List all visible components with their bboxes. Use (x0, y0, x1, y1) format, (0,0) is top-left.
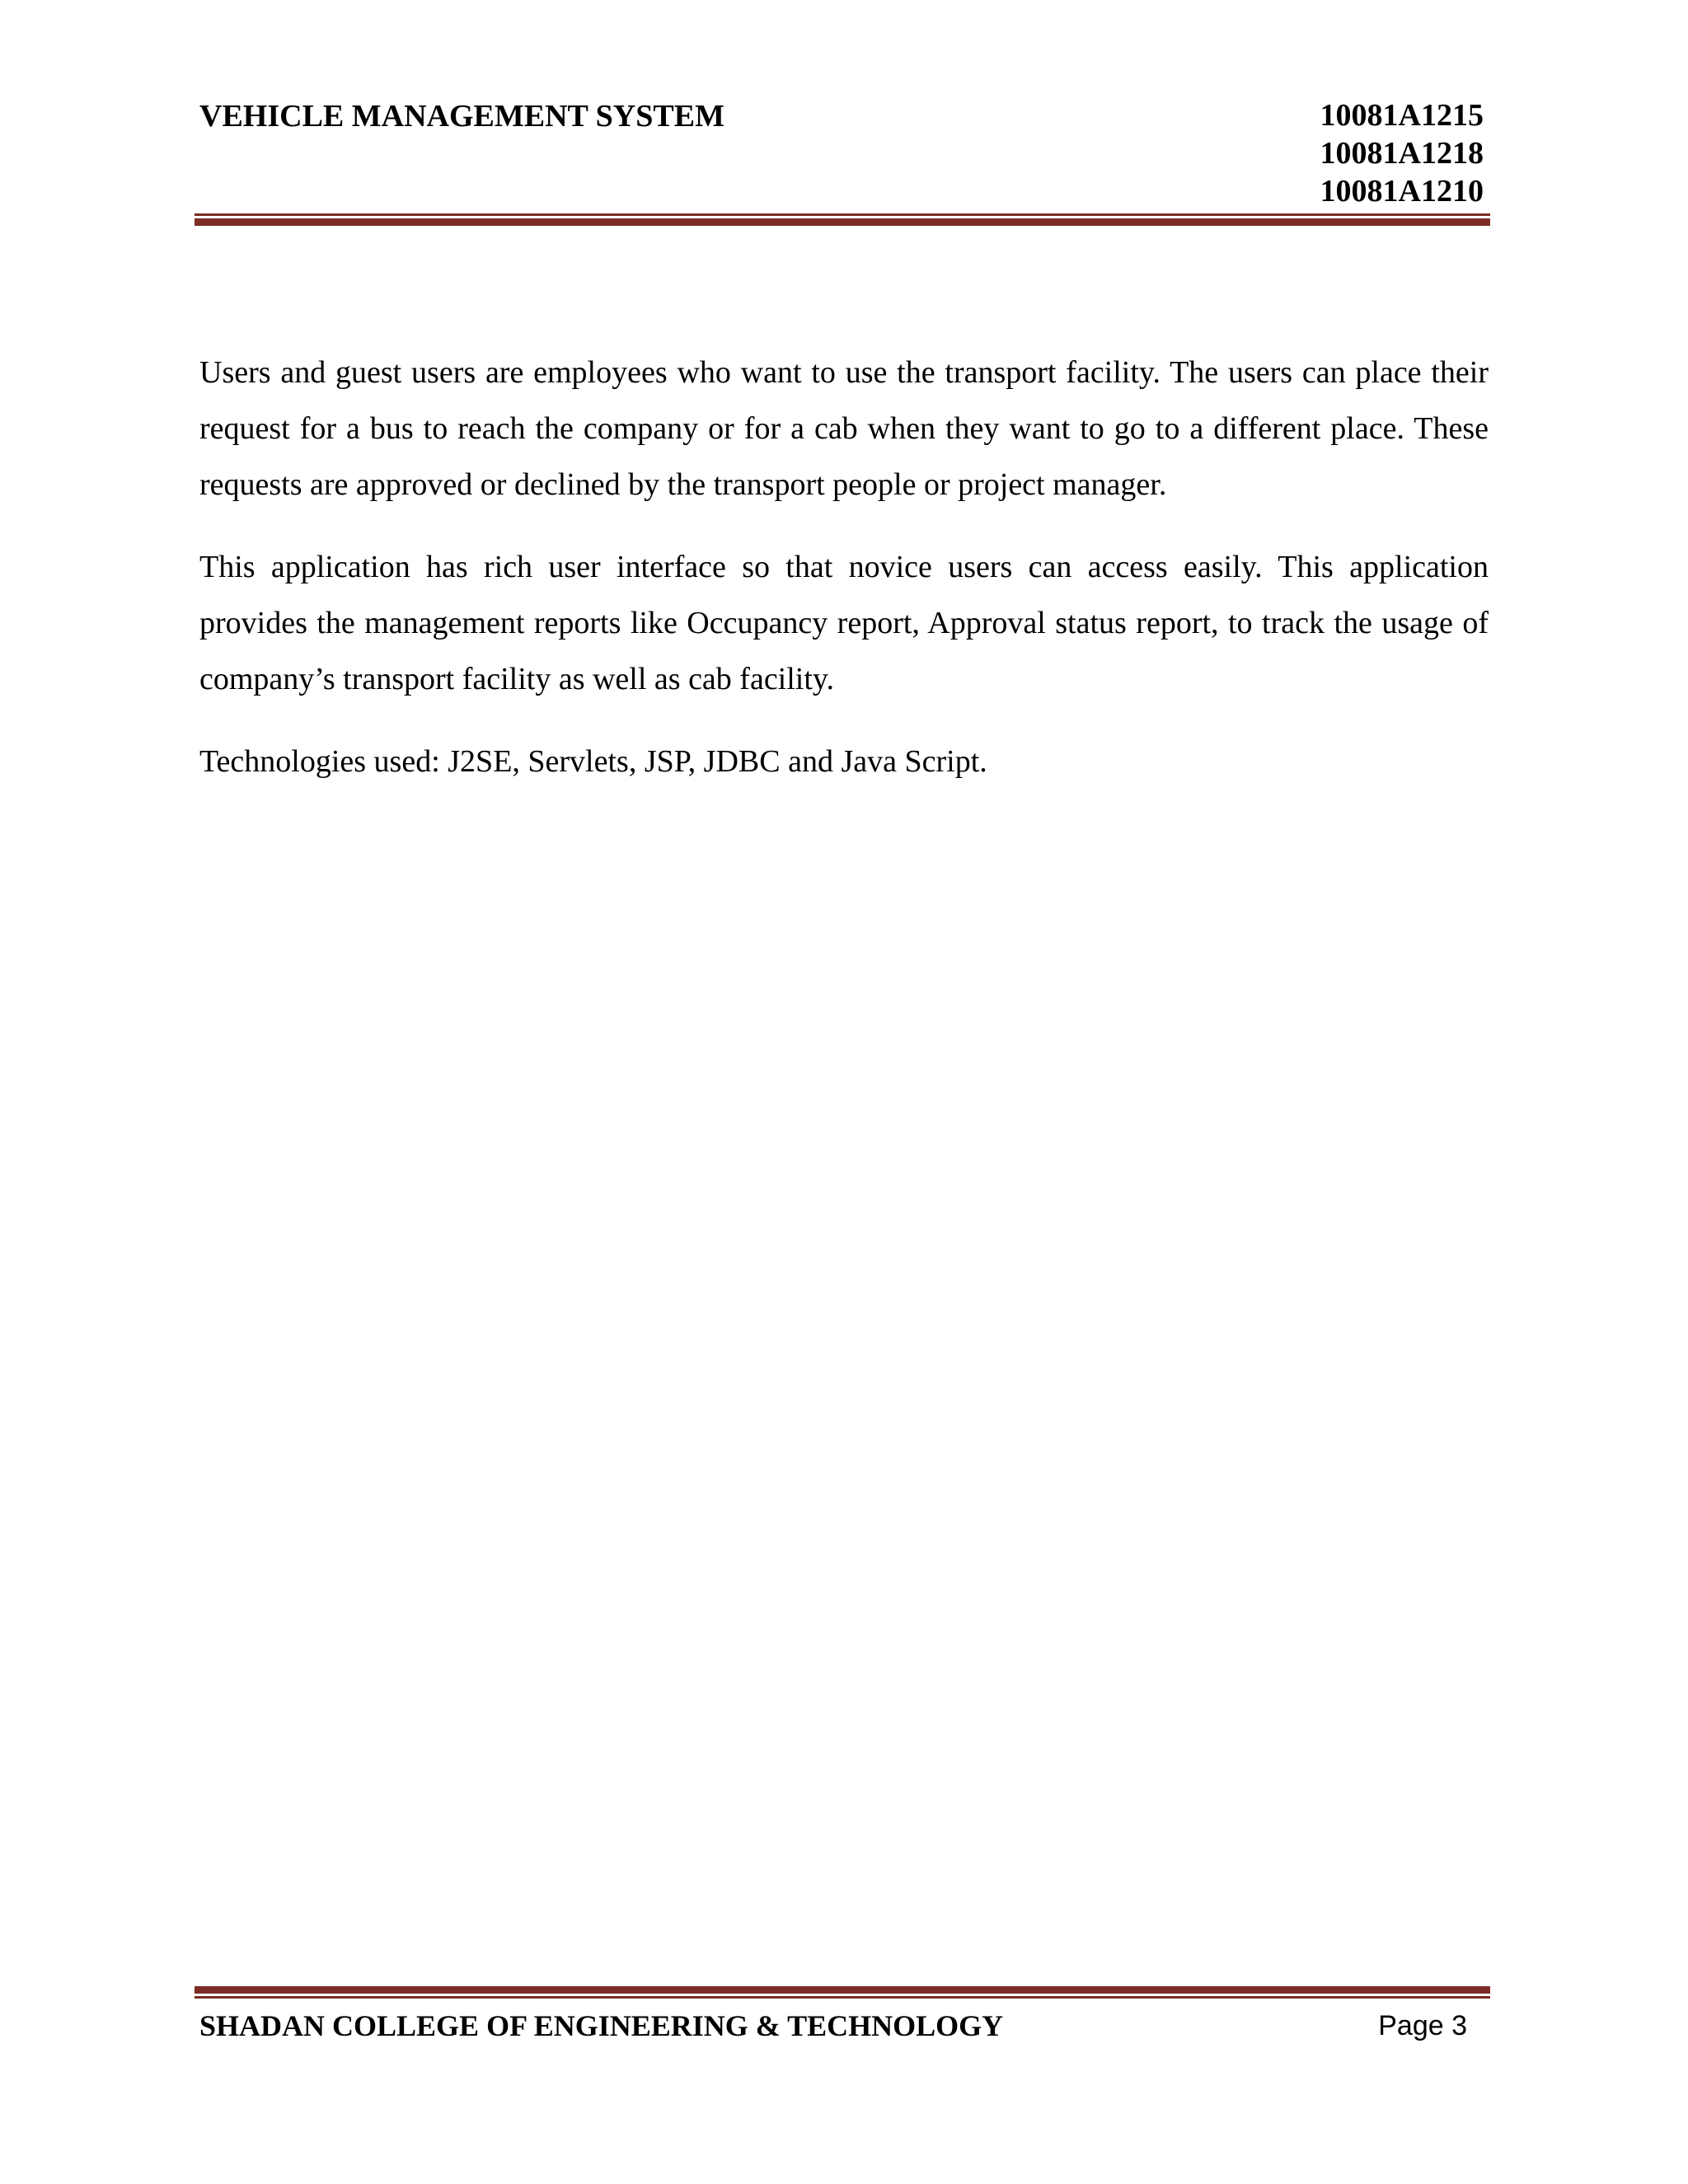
paragraph: This application has rich user interface so that novice users can access easily. This application provides the management reports like Occupancy report, Approval status report, to track the usage of company’s transport facility as well as cab facility. (199, 550, 1489, 696)
header-roll-numbers (1236, 96, 1484, 210)
body-content (199, 344, 1489, 816)
footer-divider-thin (195, 1996, 1490, 1999)
roll-number: 10081A1215 (1320, 98, 1484, 133)
footer-divider-thick (195, 1986, 1490, 1994)
footer-institution: SHADAN COLLEGE OF ENGINEERING & TECHNOLOGY (199, 2009, 1004, 2042)
roll-number: 10081A1210 (1320, 174, 1484, 209)
header-divider-thick (195, 218, 1490, 226)
header-title: VEHICLE MANAGEMENT SYSTEM (199, 99, 724, 134)
paragraph: Technologies used: J2SE, Servlets, JSP, JDBC and Java Script. (199, 744, 987, 779)
paragraph: Users and guest users are employees who want to use the transport facility. The users can place their request for a bus to reach the company or for a cab when they want to go to a different place. These requests are approved or declined by the transport people or project manager. (199, 355, 1489, 502)
page-number: Page 3 (1378, 2010, 1467, 2041)
header-divider-thin (195, 213, 1490, 216)
roll-number: 10081A1218 (1320, 136, 1484, 171)
